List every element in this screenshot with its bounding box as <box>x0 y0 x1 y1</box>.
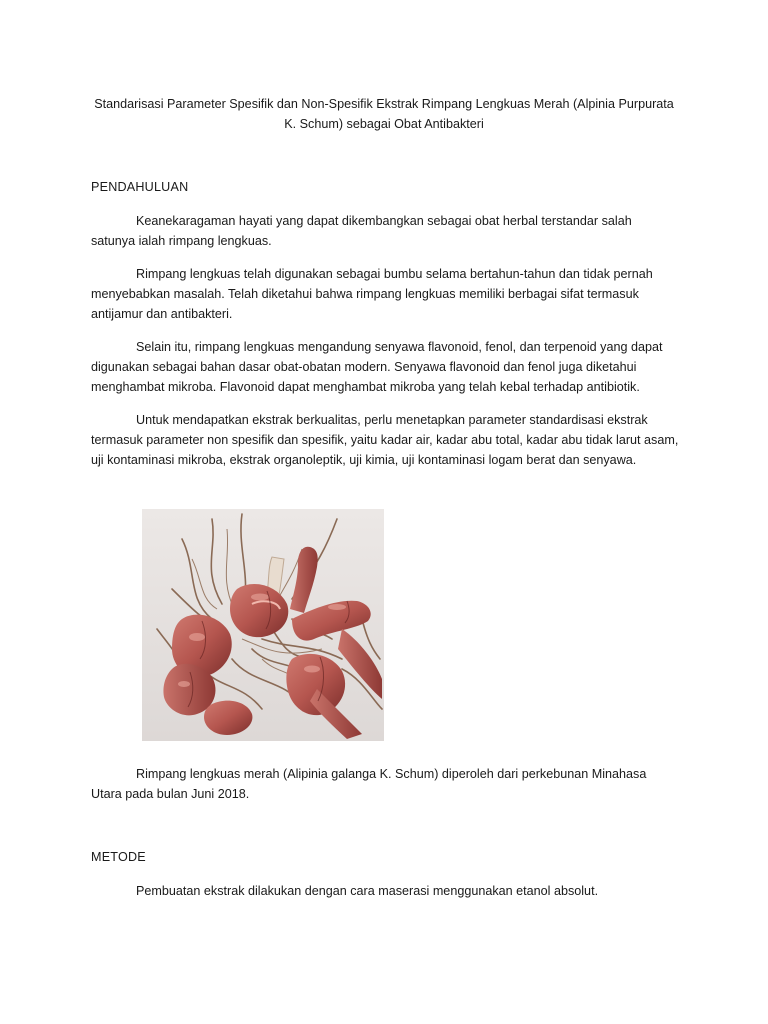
figure-caption: Rimpang lengkuas merah (Alipinia galanga K. Schum) diperoleh dari perkebunan Minahasa Utara pada bulan Juni 2018. <box>91 767 647 801</box>
intro-paragraph-2: Rimpang lengkuas telah digunakan sebagai bumbu selama bertahun-tahun dan tidak pernah menyebabkan masalah. Telah diketahui bahwa rimpang lengkuas memiliki berbagai sifat termasuk antijamur dan antibakteri. <box>91 267 653 321</box>
intro-paragraph-1: Keanekaragaman hayati yang dapat dikembangkan sebagai obat herbal terstandar salah satunya ialah rimpang lengkuas. <box>91 214 632 248</box>
method-paragraph-1: Pembuatan ekstrak dilakukan dengan cara maserasi menggunakan etanol absolut. <box>136 884 599 898</box>
intro-paragraph-4: Untuk mendapatkan ekstrak berkualitas, perlu menetapkan parameter standardisasi ekstrak termasuk parameter non spesifik dan spesifik, yaitu kadar air, kadar abu total, kadar abu tidak larut asam, uji kontaminasi mikroba, ekstrak organoleptik, uji kimia, uji kontaminasi logam berat dan senyawa. <box>91 413 679 467</box>
rhizome-photo <box>142 509 384 741</box>
section-heading-pendahuluan: PENDAHULUAN <box>91 180 189 194</box>
document-title: Standarisasi Parameter Spesifik dan Non-Spesifik Ekstrak Rimpang Lengkuas Merah (Alpinia Purpurata K. Schum) sebagai Obat Antibakteri <box>94 97 674 131</box>
intro-paragraph-3: Selain itu, rimpang lengkuas mengandung senyawa flavonoid, fenol, dan terpenoid yang dapat digunakan sebagai bahan dasar obat-obatan modern. Senyawa flavonoid dan fenol juga diketahui menghambat mikroba. Flavonoid dapat menghambat mikroba yang telah kebal terhadap antibiotik. <box>91 340 663 394</box>
section-heading-metode: METODE <box>91 850 146 864</box>
